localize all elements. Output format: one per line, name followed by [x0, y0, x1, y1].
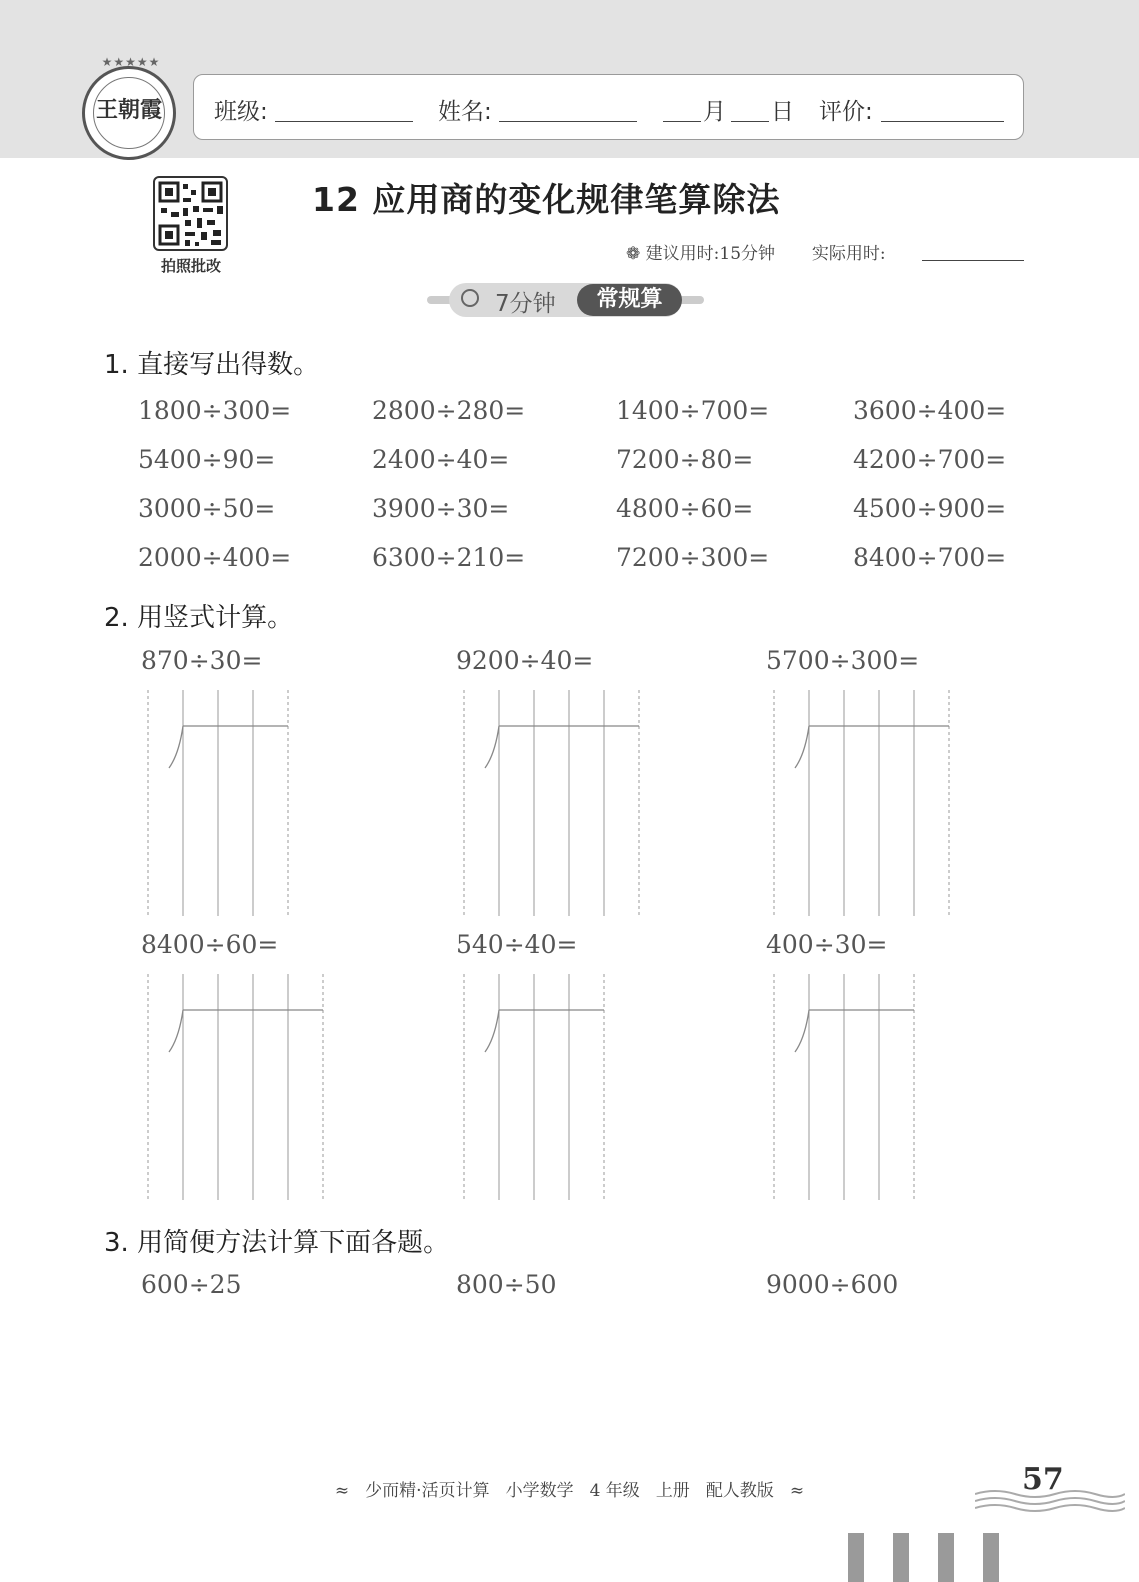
page-title: 12 应用商的变化规律笔算除法 — [312, 180, 781, 219]
q1-expr: 2000÷400= — [138, 543, 292, 572]
q1-expr: 4800÷60= — [616, 494, 754, 523]
long-division-grid[interactable] — [766, 972, 1026, 1202]
q1-expr: 2400÷40= — [372, 445, 510, 474]
section-pill — [449, 283, 682, 317]
edge-tab — [848, 1533, 864, 1582]
q3-expr: 800÷50 — [456, 1270, 557, 1299]
q1-expr: 1800÷300= — [138, 396, 292, 425]
class-label: 班级: — [214, 99, 268, 125]
q1-expr: 4200÷700= — [853, 445, 1007, 474]
day-label: 日 — [771, 99, 794, 125]
q1-expr: 3000÷50= — [138, 494, 276, 523]
class-field[interactable] — [275, 121, 413, 122]
actual-time-label: 实际用时: — [811, 244, 886, 264]
division-bracket — [795, 726, 809, 768]
q1-expr: 6300÷210= — [372, 543, 526, 572]
timing-row — [626, 239, 886, 264]
q1-expr: 8400÷700= — [853, 543, 1007, 572]
long-division-grid[interactable] — [766, 688, 1026, 918]
day-field[interactable] — [731, 121, 769, 122]
division-bracket — [169, 1010, 183, 1052]
q3-heading: 3. 用简便方法计算下面各题。 — [104, 1228, 450, 1258]
q1-expr: 7200÷300= — [616, 543, 770, 572]
clock-icon — [461, 289, 479, 307]
q1-expr: 4500÷900= — [853, 494, 1007, 523]
q2-expr: 540÷40= — [456, 930, 578, 959]
edge-tab — [893, 1533, 909, 1582]
long-division-grid[interactable] — [456, 972, 716, 1202]
footer-edition: 配人教版 — [705, 1481, 774, 1501]
name-field[interactable] — [499, 121, 637, 122]
footer-subject: 小学数学 — [505, 1481, 574, 1501]
q1-expr: 3900÷30= — [372, 494, 510, 523]
qr-code-icon[interactable] — [153, 176, 228, 251]
q1-expr: 7200÷80= — [616, 445, 754, 474]
qr-label: 拍照批改 — [160, 257, 221, 275]
long-division-grid[interactable] — [456, 688, 716, 918]
footer-book: 少而精·活页计算 — [365, 1481, 490, 1501]
footer-volume: 上册 — [655, 1481, 690, 1501]
long-division-grid[interactable] — [140, 688, 400, 918]
division-bracket — [169, 726, 183, 768]
q2-heading: 2. 用竖式计算。 — [104, 603, 294, 633]
logo-text: 王朝霞 — [95, 97, 162, 123]
wave-icon: ≈ — [334, 1481, 350, 1501]
q1-heading: 1. 直接写出得数。 — [104, 350, 320, 380]
division-bracket — [795, 1010, 809, 1052]
name-label: 姓名: — [438, 99, 492, 125]
q2-expr: 400÷30= — [766, 930, 888, 959]
actual-time-field[interactable] — [922, 260, 1024, 261]
eval-field[interactable] — [881, 121, 1004, 122]
footer — [0, 1476, 1139, 1501]
suggested-time: 建议用时:15分钟 — [645, 244, 776, 264]
eval-label: 评价: — [819, 99, 873, 125]
brand-logo — [82, 55, 176, 160]
q2-expr: 870÷30= — [141, 646, 263, 675]
duration-text: 7分钟 — [495, 291, 556, 317]
section-tag: 常规算 — [577, 284, 682, 316]
edge-tab — [983, 1533, 999, 1582]
q2-expr: 9200÷40= — [456, 646, 594, 675]
q3-expr: 9000÷600 — [766, 1270, 899, 1299]
flower-icon: ❁ — [626, 244, 641, 264]
q2-expr: 5700÷300= — [766, 646, 920, 675]
q1-expr: 3600÷400= — [853, 396, 1007, 425]
q2-expr: 8400÷60= — [141, 930, 279, 959]
long-division-grid[interactable] — [140, 972, 400, 1202]
edge-tab — [938, 1533, 954, 1582]
q1-expr: 1400÷700= — [616, 396, 770, 425]
student-info-box — [193, 74, 1024, 140]
q1-expr: 2800÷280= — [372, 396, 526, 425]
division-bracket — [485, 1010, 499, 1052]
wave-icon: ≈ — [789, 1481, 805, 1501]
q1-expr: 5400÷90= — [138, 445, 276, 474]
logo-stars-icon: ★★★★★ — [101, 55, 161, 69]
month-field[interactable] — [663, 121, 701, 122]
footer-grade: 4 年级 — [589, 1481, 640, 1501]
q3-expr: 600÷25 — [141, 1270, 242, 1299]
page-number: 57 — [1022, 1462, 1064, 1497]
month-label: 月 — [703, 99, 726, 125]
division-bracket — [485, 726, 499, 768]
